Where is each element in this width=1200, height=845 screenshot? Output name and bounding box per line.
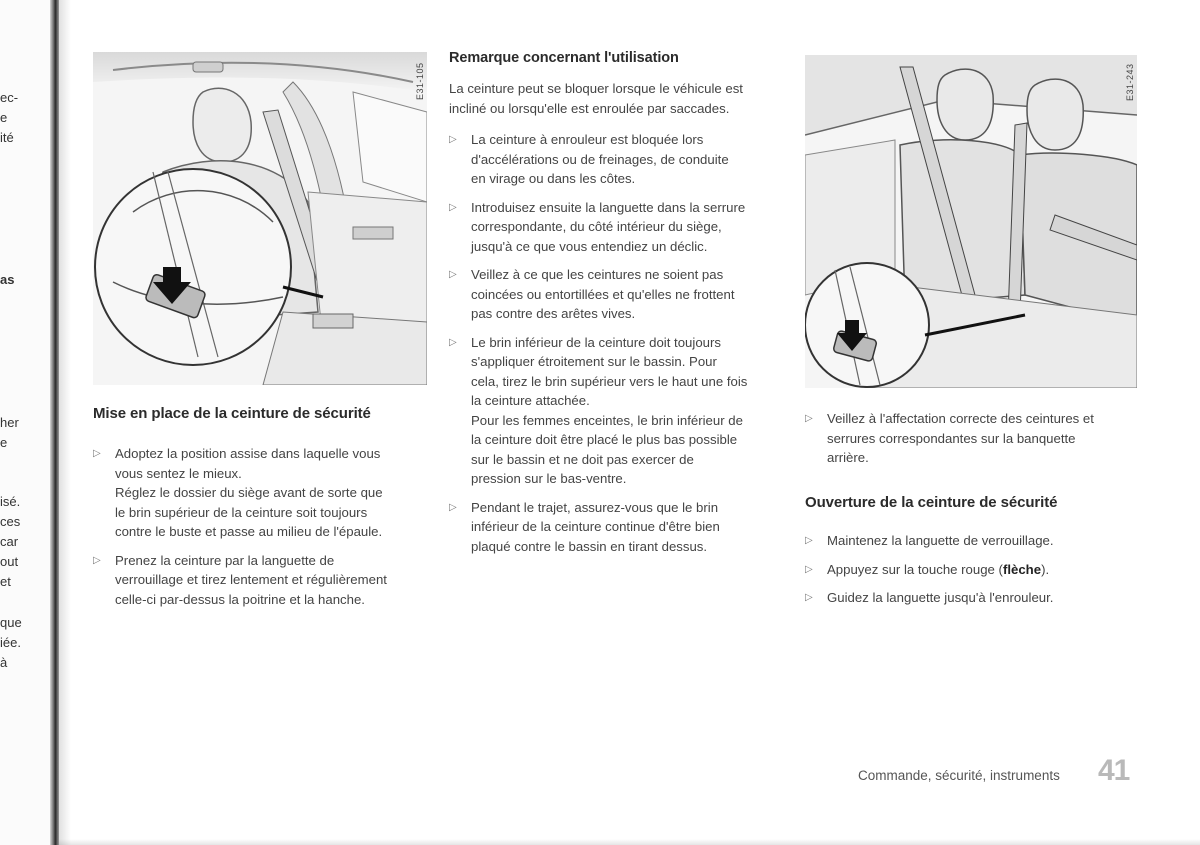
figure-code: E31-105 — [415, 62, 425, 100]
previous-page-text: isé. — [0, 494, 21, 509]
step-line: Réglez le dossier du siège avant de sorte que — [115, 485, 383, 500]
bullet-line: Pour les femmes enceintes, le brin inférieur de — [471, 412, 743, 428]
intro-line: La ceinture peut se bloquer lorsque le véhicule est — [449, 81, 743, 96]
bullet-line: cela, tirez le brin supérieur vers le haut une fois — [471, 373, 748, 389]
chapter-title: Commande, sécurité, instruments — [858, 768, 1060, 783]
list-item — [449, 130, 789, 189]
step-line: contre le buste et passe au milieu de l'épaule. — [115, 524, 383, 539]
front-seat-belt-illustration — [93, 52, 427, 385]
list-item — [805, 531, 1145, 551]
previous-page-text: que — [0, 615, 22, 630]
list-item — [93, 444, 433, 542]
bullet-line: Pendant le trajet, assurez-vous que le brin — [471, 499, 719, 515]
section-heading-release: Ouverture de la ceinture de sécurité — [805, 494, 1058, 511]
bullet-line: serrures correspondantes sur la banquette — [827, 430, 1076, 446]
bullet-line: s'appliquer étroitement sur le bassin. Pour — [471, 354, 717, 369]
list-item — [93, 551, 433, 610]
usage-note-body — [449, 79, 789, 556]
section-heading-fastening: Mise en place de la ceinture de sécurité — [93, 405, 371, 422]
step-marker-icon: ▷ — [805, 563, 813, 575]
bullet-line: Veillez à ce que les ceintures ne soient pas — [471, 267, 724, 282]
list-item — [805, 409, 1145, 468]
previous-page-text: e — [0, 110, 8, 125]
page-number: 41 — [1098, 754, 1130, 787]
bullet-line: correspondante, du côté intérieur du siège, — [471, 219, 722, 234]
bullet-marker-icon: ▷ — [449, 201, 457, 213]
previous-page-text: out — [0, 554, 19, 569]
bullet-line: arrière. — [827, 450, 869, 465]
bullet-line: d'accélérations ou de freinages, de conduite — [471, 151, 729, 167]
list-item — [449, 198, 789, 257]
spine-shadow — [59, 0, 71, 845]
step-line: Guidez la languette jusqu'à l'enrouleur. — [827, 590, 1054, 605]
bullet-line: pression sur le bas-ventre. — [471, 471, 627, 486]
previous-page-text: e — [0, 435, 8, 450]
step-line: Adoptez la position assise dans laquelle vous — [115, 446, 381, 461]
step-line: verrouillage et tirez lentement et régulièrement — [115, 572, 387, 587]
step-line — [827, 560, 1145, 580]
bullet-line: coincées ou entortillées et qu'elles ne frottent — [471, 286, 735, 302]
bullet-marker-icon: ▷ — [449, 269, 457, 280]
previous-page-text: et — [0, 574, 11, 589]
list-item — [449, 498, 789, 557]
step-marker-icon: ▷ — [805, 535, 813, 546]
section-heading-usage-note: Remarque concernant l'utilisation — [449, 50, 679, 66]
bullet-line: la ceinture doit être placé le plus bas possible — [471, 432, 738, 447]
front-seat-belt-drawing — [93, 52, 427, 385]
bullet-marker-icon: ▷ — [449, 134, 457, 145]
bullet-line: inférieur de la ceinture continue d'être bien — [471, 519, 720, 534]
step-text: ). — [1041, 561, 1050, 577]
previous-page-text: car — [0, 534, 19, 549]
page-bottom-edge — [59, 839, 1200, 845]
release-steps — [805, 531, 1145, 608]
previous-page-text: ec- — [0, 90, 19, 105]
rear-seat-belt-drawing — [805, 55, 1137, 388]
bullet-line: sur le bassin et ne doit pas exercer de — [471, 451, 694, 467]
step-marker-icon: ▷ — [93, 448, 101, 459]
list-item — [449, 333, 789, 489]
step-text: Appuyez sur la touche rouge ( — [827, 561, 1003, 577]
rear-seat-belt-illustration — [805, 55, 1137, 388]
bullet-marker-icon: ▷ — [449, 336, 457, 348]
list-item — [449, 265, 789, 324]
bullet-line: la ceinture attachée. — [471, 393, 590, 408]
list-item — [805, 588, 1145, 608]
list-item — [805, 560, 1145, 580]
bullet-line: pas contre des arêtes vives. — [471, 306, 636, 321]
step-line: Prenez la ceinture par la languette de — [115, 552, 335, 568]
bullet-line: en virage ou dans les côtes. — [471, 171, 636, 186]
previous-page-text: iée. — [0, 635, 21, 650]
bullet-line: Veillez à l'affectation correcte des ceintures et — [827, 411, 1094, 426]
intro-line: incliné ou lorsqu'elle est enroulée par saccades. — [449, 100, 730, 116]
figure-code: E31-243 — [1125, 63, 1135, 101]
step-line: celle-ci par-dessus la poitrine et la hanche. — [115, 591, 365, 607]
fastening-steps — [93, 444, 433, 609]
book-spine — [50, 0, 59, 845]
bullet-line: plaqué contre le bassin en tirant dessus. — [471, 538, 708, 554]
rear-seat-note — [805, 409, 1145, 468]
previous-page-text: her — [0, 415, 19, 430]
step-emphasis: flèche — [1002, 561, 1042, 577]
previous-page-text: ité — [0, 130, 14, 145]
previous-page-text: as — [0, 272, 15, 287]
previous-page-text: à — [0, 655, 8, 670]
bullet-marker-icon: ▷ — [805, 413, 813, 424]
step-line: Maintenez la languette de verrouillage. — [827, 533, 1054, 548]
bullet-line: jusqu'à ce que vous entendiez un déclic. — [471, 238, 708, 254]
bullet-line: Introduisez ensuite la languette dans la serrure — [471, 199, 746, 215]
bullet-marker-icon: ▷ — [449, 501, 457, 513]
step-line: vous sentez le mieux. — [115, 465, 242, 481]
step-marker-icon: ▷ — [93, 554, 101, 566]
bullet-line: La ceinture à enrouleur est bloquée lors — [471, 132, 704, 147]
previous-page-edge — [0, 0, 54, 845]
bullet-line: Le brin inférieur de la ceinture doit toujours — [471, 334, 721, 350]
step-marker-icon: ▷ — [805, 592, 813, 603]
previous-page-text: ces — [0, 514, 21, 529]
step-line: le brin supérieur de la ceinture soit toujours — [115, 504, 368, 520]
